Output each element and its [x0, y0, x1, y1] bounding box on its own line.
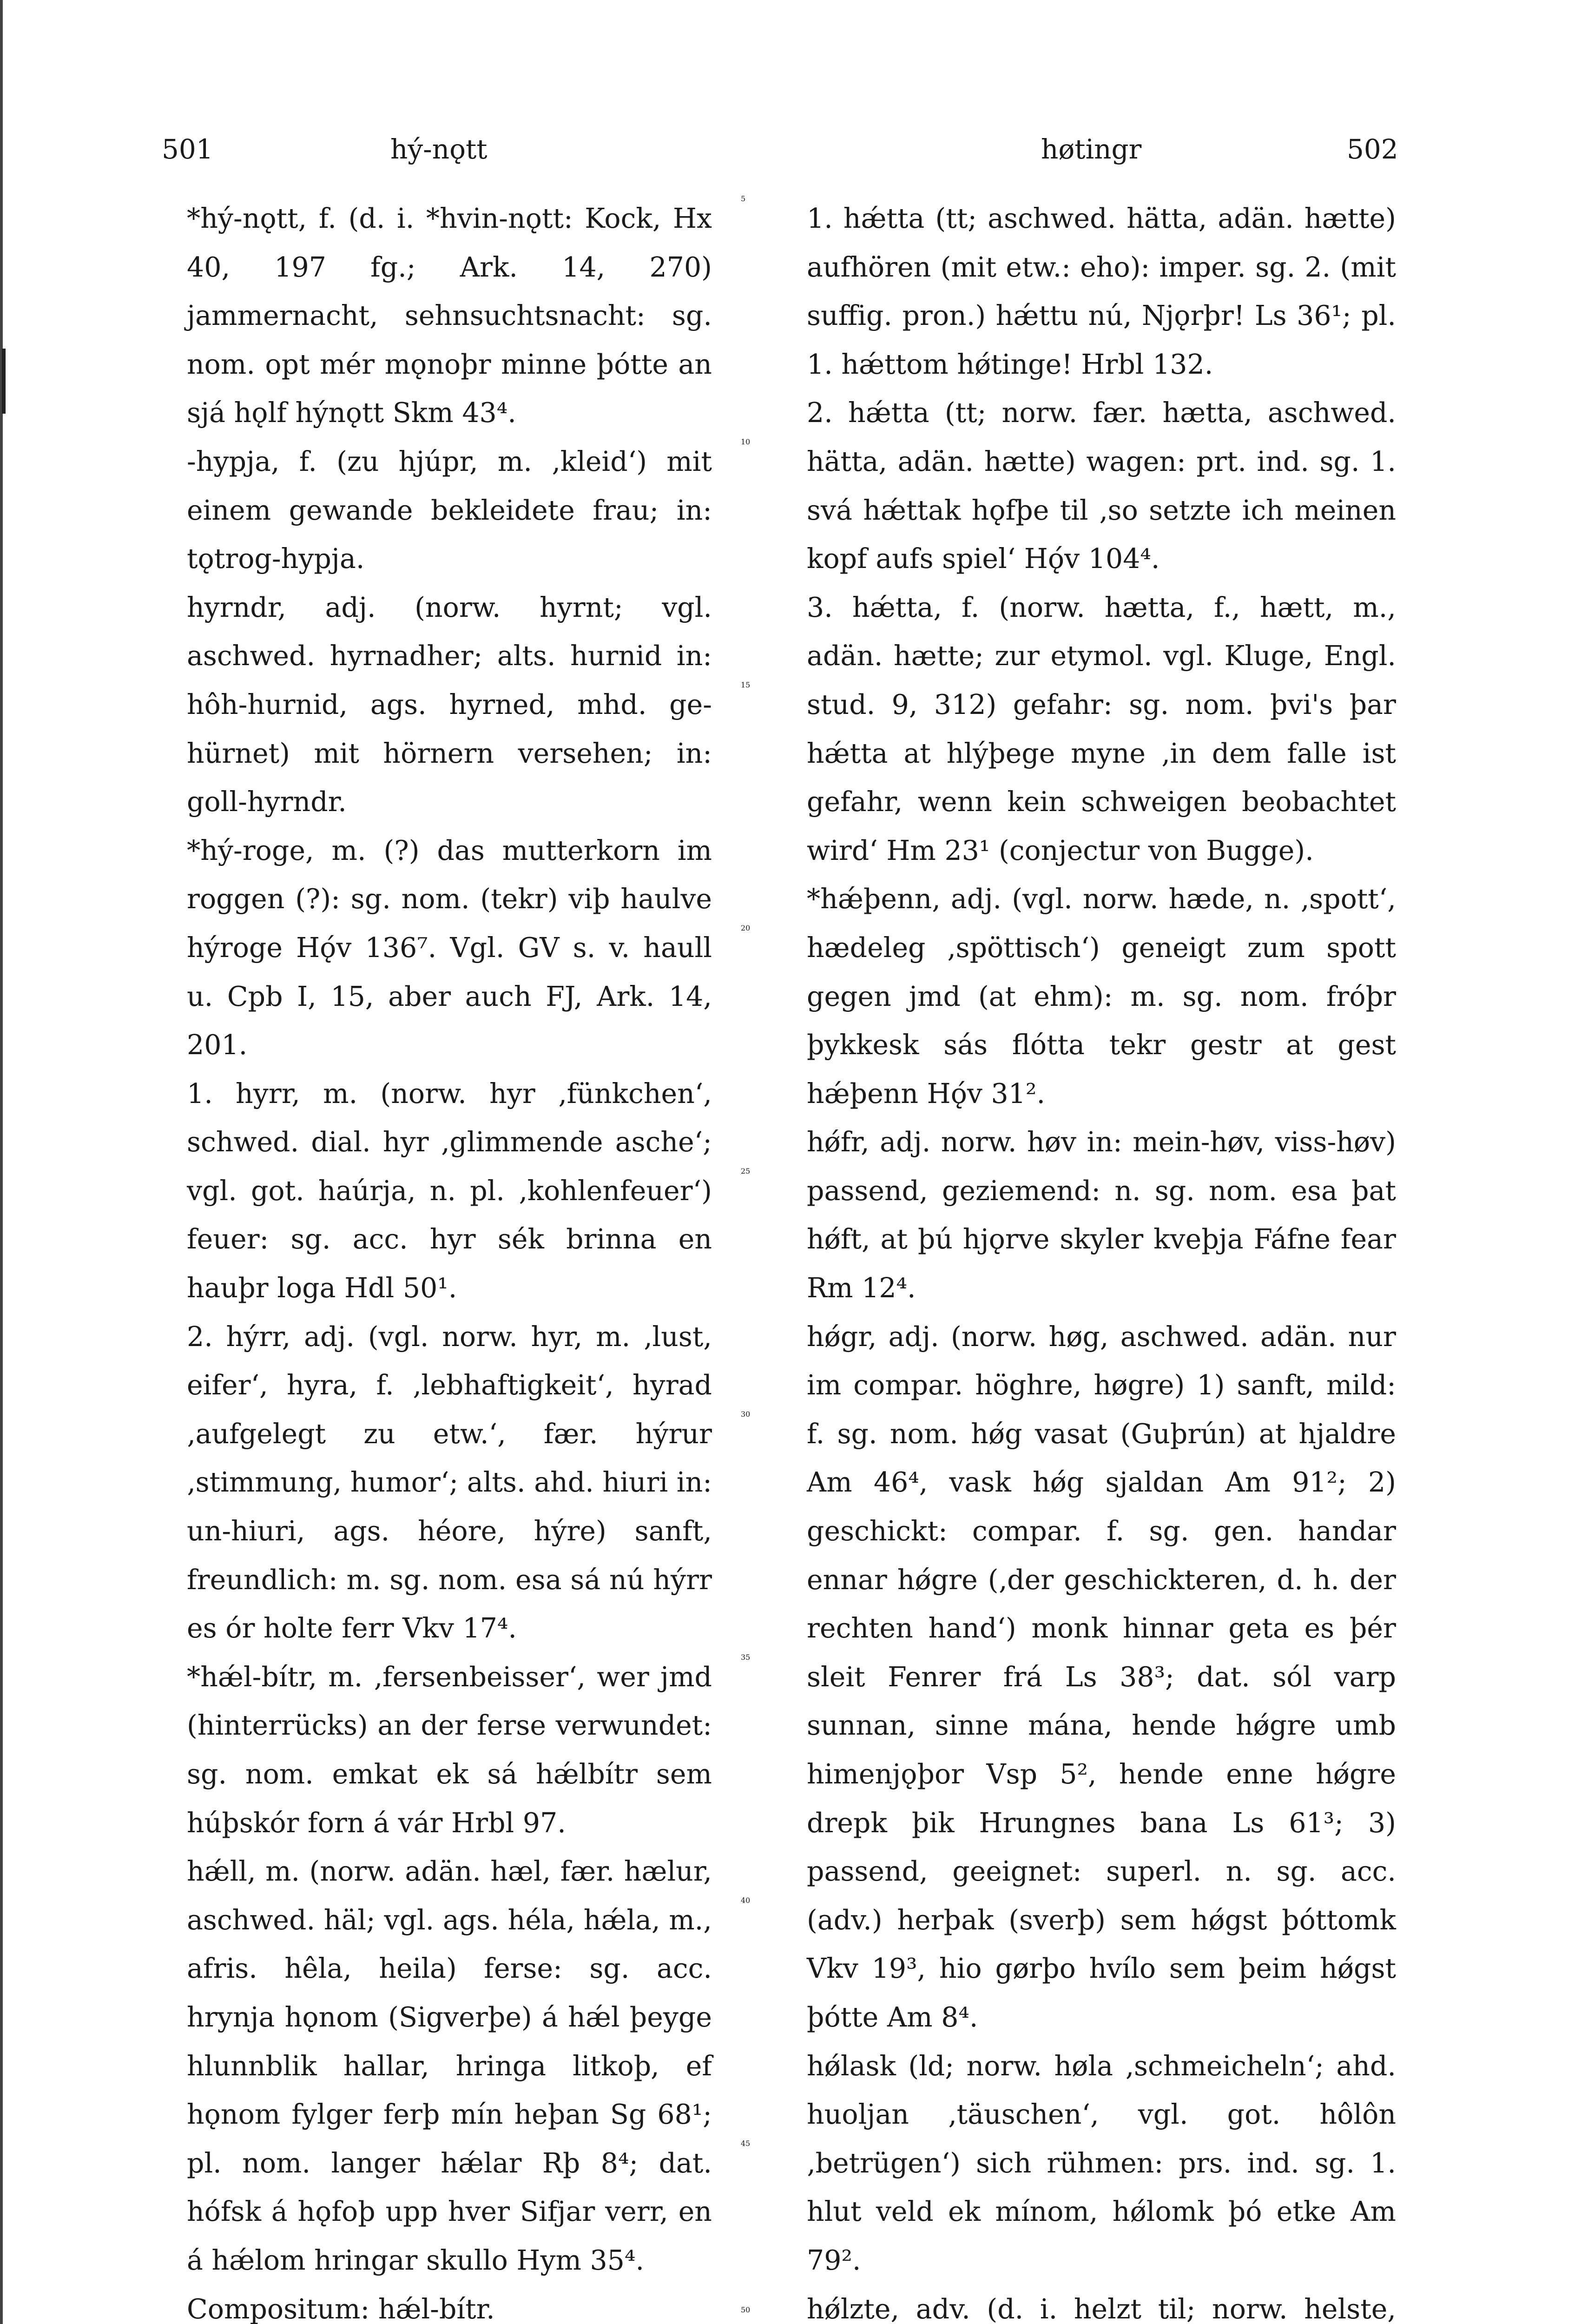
left-column [187, 194, 712, 2324]
entry-haetta-3: 3. hǽtta, f. (norw. hætta, f., hætt, m., adän. hætte; zur etymol. vgl. Kluge, Engl. stud. 9, 312) gefahr: sg. nom. þvi's þar hǽtta at hlýþege myne ‚in dem falle ist gefahr, wenn kein schweigen beobachtet wird‘ Hm 23¹ (conjectur von Bugge). [807, 591, 1396, 866]
line-number: 30 [741, 1410, 751, 1419]
line-number: 15 [741, 680, 751, 689]
line-number: 25 [741, 1167, 751, 1175]
entry-hoelzte: hǿlzte, adv. (d. i. helzt til; norw. helste, [807, 2293, 1396, 2324]
entry-haethenn: *hǽþenn, adj. (vgl. norw. hæde, n. ‚spott‘, hædeleg ‚spöttisch‘) geneigt zum spott gegen jmd (at ehm): m. sg. nom. fróþr þykkesk sás flótta tekr gestr at gest hǽþenn Hǫ́v 31². [807, 883, 1396, 1109]
line-number: 40 [741, 1896, 751, 1905]
compositum-haell: Compositum: hǽl-bítr. [187, 2293, 495, 2324]
entry-hyrndr: hyrndr, adj. (norw. hyrnt; vgl. aschwed. hyrnadher; alts. hurnid in: hôh-hurnid, ags. hyrned, mhd. ge-hürnet) mit hörnern versehen; in: goll-hyrndr. [187, 591, 712, 818]
entry-hy-nott: *hý-nǫtt, f. (d. i. *hvin-nǫtt: Kock, Hx 40, 197 fg.; Ark. 14, 270) jammernacht, sehnsuchtsnacht: sg. nom. opt mér mǫnoþr minne þótte an sjá hǫlf hýnǫtt Skm 43⁴. [187, 203, 712, 429]
entry-hael-bitr: *hǽl-bítr, m. ‚fersenbeisser‘, wer jmd (hinterrücks) an der ferse verwundet: sg. nom. emkat ek sá hǽlbítr sem húþskór forn á vár Hrbl 97. [187, 1661, 712, 1839]
entry-hyrr-2: 2. hýrr, adj. (vgl. norw. hyr, m. ‚lust, eifer‘, hyra, f. ‚lebhaftigkeit‘, hyrad ‚aufgelegt zu etw.‘, fær. hýrur ‚stimmung, humor‘; alts. ahd. hiuri in: un-hiuri, ags. héore, hýre) sanft, freundlich: m. sg. nom. esa sá nú hýrr es ór holte ferr Vkv 17⁴. [187, 1320, 712, 1644]
line-number: 50 [741, 2305, 751, 2314]
line-number: 10 [741, 437, 751, 446]
entry-hypja: -hypja, f. (zu hjúpr, m. ‚kleid‘) mit einem gewande bekleidete frau; in: tǫtrog-hypja. [187, 445, 712, 575]
entry-hyrr-1: 1. hyrr, m. (norw. hyr ‚fünkchen‘, schwed. dial. hyr ‚glimmende asche‘; vgl. got. haúrja, n. pl. ‚kohlenfeuer‘) feuer: sg. acc. hyr sék brinna en hauþr loga Hdl 50¹. [187, 1077, 712, 1304]
left-page-number: 501 [162, 133, 213, 165]
line-number: 45 [741, 2139, 751, 2148]
entry-hy-roge: *hý-roge, m. (?) das mutterkorn im roggen (?): sg. nom. (tekr) viþ haulve hýroge Hǫ́v 136⁷. Vgl. GV s. v. haull u. Cpb I, 15, aber auch FJ, Ark. 14, 201. [187, 834, 712, 1061]
line-number: 20 [741, 924, 751, 932]
entry-haell: hǽll, m. (norw. adän. hæl, fær. hælur, aschwed. häl; vgl. ags. héla, hǽla, m., afris. hêla, heila) ferse: sg. acc. hrynja hǫnom (Sigverþe) á hǽl þeyge hlunnblik hallar, hringa litkoþ, ef hǫnom fylger ferþ mín heþan Sg 68¹; pl. nom. langer hǽlar Rþ 8⁴; dat. hófsk á hǫfoþ upp hver Sifjar verr, en á hǽlom hringar skullo Hym 35⁴. [187, 1855, 712, 2276]
entry-haetta-2: 2. hǽtta (tt; norw. fær. hætta, aschwed. hätta, adän. hætte) wagen: prt. ind. sg. 1. svá hǽttak hǫfþe til ‚so setzte ich meinen kopf aufs spiel‘ Hǫ́v 104⁴. [807, 397, 1396, 575]
line-number: 35 [741, 1653, 751, 1662]
left-running-head: hý-nǫtt [390, 133, 487, 165]
entry-hoelask: hǿlask (ld; norw. høla ‚schmeicheln‘; ahd. huoljan ‚täuschen‘, vgl. got. hôlôn ‚betrügen‘) sich rühmen: prs. ind. sg. 1. hlut veld ek mínom, hǿlomk þó etke Am 79². [807, 2050, 1396, 2276]
right-page-number: 502 [1347, 133, 1398, 165]
entry-hoefr: hǿfr, adj. norw. høv in: mein-høv, viss-høv) passend, geziemend: n. sg. nom. esa þat hǿft, at þú hjǫrve skyler kveþja Fáfne fear Rm 12⁴. [807, 1126, 1396, 1304]
margin-mark [2, 349, 6, 414]
entry-haetta-1: 1. hǽtta (tt; aschwed. hätta, adän. hætte) aufhören (mit etw.: eho): imper. sg. 2. (mit suffig. pron.) hǽttu nú, Njǫrþr! Ls 36¹; pl. 1. hǽttom hǿtinge! Hrbl 132. [807, 203, 1396, 380]
line-number: 5 [741, 194, 746, 203]
right-running-head: høtingr [1041, 133, 1142, 165]
right-column [807, 194, 1396, 2324]
entry-hoegr: hǿgr, adj. (norw. høg, aschwed. adän. nur im compar. höghre, høgre) 1) sanft, mild: f. sg. nom. hǿg vasat (Guþrún) at hjaldre Am 46⁴, vask hǿg sjaldan Am 91²; 2) geschickt: compar. f. sg. gen. handar ennar hǿgre (‚der geschickteren, d. h. der rechten hand‘) monk hinnar geta es þér sleit Fenrer frá Ls 38³; dat. sól varp sunnan, sinne mána, hende hǿgre umb himenjǫþor Vsp 5², hende enne hǿgre drepk þik Hrungnes bana Ls 61³; 3) passend, geeignet: superl. n. sg. acc. (adv.) herþak (sverþ) sem hǿgst þóttomk Vkv 19³, hio gørþo hvílo sem þeim hǿgst þótte Am 8⁴. [807, 1320, 1396, 2033]
